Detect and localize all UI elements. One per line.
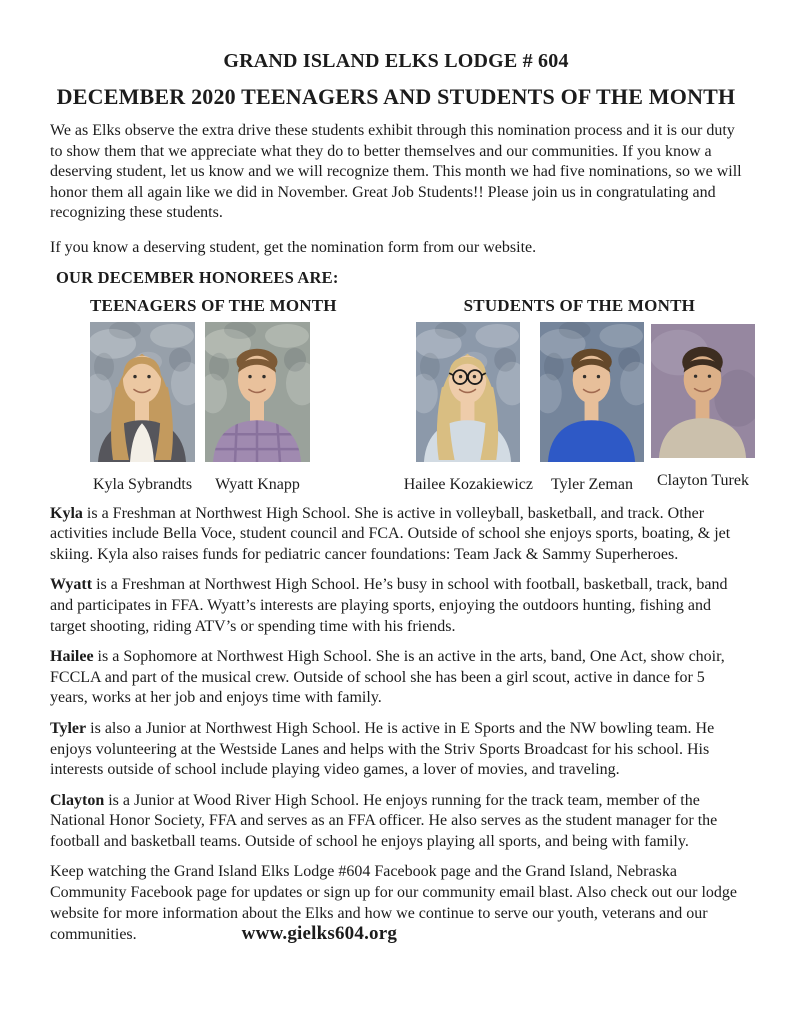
student-portrait — [416, 322, 520, 462]
student-card — [651, 322, 755, 490]
student-card — [404, 322, 533, 494]
student-portrait — [651, 324, 755, 458]
bio-text: is a Sophomore at Northwest High School. She is an active in the arts, band, One Act, show choir, FCCLA and part of the musical crew. Outside of school she has been a girl scout, active in dance for 5 years, works at her job and enjoys time with family. — [50, 648, 725, 707]
student-name: Clayton Turek — [656, 471, 749, 489]
document-title: GRAND ISLAND ELKS LODGE # 604 — [223, 50, 569, 72]
bio-paragraph-hailee — [50, 647, 742, 709]
bio-paragraph-clayton — [50, 791, 742, 853]
bio-text: is a Junior at Wood River High School. He enjoys running for the track team, member of the National Honor Society, FFA and serves as an FFA officer. He also serves as the student manager for the football and basketball teams. Outside of school he enjoys playing all sports, and being with family. — [50, 791, 718, 850]
honorees-section — [90, 295, 749, 494]
document-subtitle: DECEMBER 2020 TEENAGERS AND STUDENTS OF THE MONTH — [56, 84, 736, 109]
website-url: www.gielks604.org — [241, 923, 398, 945]
bio-lead: Tyler — [50, 719, 87, 737]
student-portrait — [90, 322, 195, 462]
teenagers-group-title: TEENAGERS OF THE MONTH — [90, 295, 337, 315]
student-card — [205, 322, 310, 494]
bio-paragraph-tyler — [50, 719, 742, 781]
nomination-note: If you know a deserving student, get the nomination form from our website. — [50, 238, 537, 256]
bio-text: is a Freshman at Northwest High School. She is active in volleyball, basketball, and track. Other activities include Bella Voce, student council and FCA. Outside of school she enjoys sports, boating, & jet skiing. Kyla also raises funds for pediatric cancer foundations: Team Jack & Sammy Superheroes. — [50, 504, 731, 563]
students-group-title: STUDENTS OF THE MONTH — [463, 295, 696, 315]
bio-lead: Clayton — [50, 791, 105, 809]
honorees-heading: OUR DECEMBER HONOREES ARE: — [56, 267, 339, 287]
student-portrait — [540, 322, 644, 462]
student-name: Hailee Kozakiewicz — [403, 475, 533, 493]
student-name: Kyla Sybrandts — [92, 475, 193, 493]
closing-text: Keep watching the Grand Island Elks Lodge #604 Facebook page and the Grand Island, Nebraska Community Facebook page for updates or sign up for our community email blast. Also check out our lodge website for more information about the Elks and how we continue to serve our youth, veterans and our communities. — [50, 863, 737, 944]
intro-paragraph: We as Elks observe the extra drive these students exhibit through this nomination process and it is our duty to show them that we appreciate what they do to better themselves and our communities. If you know a deserving student, let us know and we will recognize them. This month we had five nominations, so we will honor them all again like we did in November. Great Job Students!! Please join us in congratulating and recognizing these students. — [50, 122, 742, 222]
student-card — [540, 322, 644, 494]
bio-lead: Kyla — [50, 504, 83, 522]
student-name: Wyatt Knapp — [215, 475, 300, 493]
students-photo-row — [404, 322, 755, 494]
students-group — [404, 297, 755, 494]
teenagers-group — [90, 297, 337, 494]
bio-lead: Hailee — [50, 648, 94, 666]
student-name: Tyler Zeman — [550, 475, 633, 493]
bio-lead: Wyatt — [50, 576, 93, 594]
bio-text: is also a Junior at Northwest High School. He is active in E Sports and the NW bowling team. He enjoys volunteering at the Westside Lanes and helps with the Striv Sports Broadcast for his school. His interests outside of school include playing video games, a lover of movies, and traveling. — [50, 719, 715, 779]
student-card — [90, 322, 195, 494]
bio-paragraph-wyatt — [50, 575, 742, 637]
bios-section — [50, 504, 742, 853]
bio-text: is a Freshman at Northwest High School. He’s busy in school with football, basketball, track, band and participates in FFA. Wyatt’s interests are playing sports, enjoying the outdoors hunting, fishing and target shooting, riding ATV’s or spending time with his friends. — [50, 576, 728, 635]
closing-paragraph — [50, 862, 742, 945]
student-portrait — [205, 322, 310, 462]
bio-paragraph-kyla — [50, 504, 742, 566]
teenagers-photo-row — [90, 322, 337, 494]
